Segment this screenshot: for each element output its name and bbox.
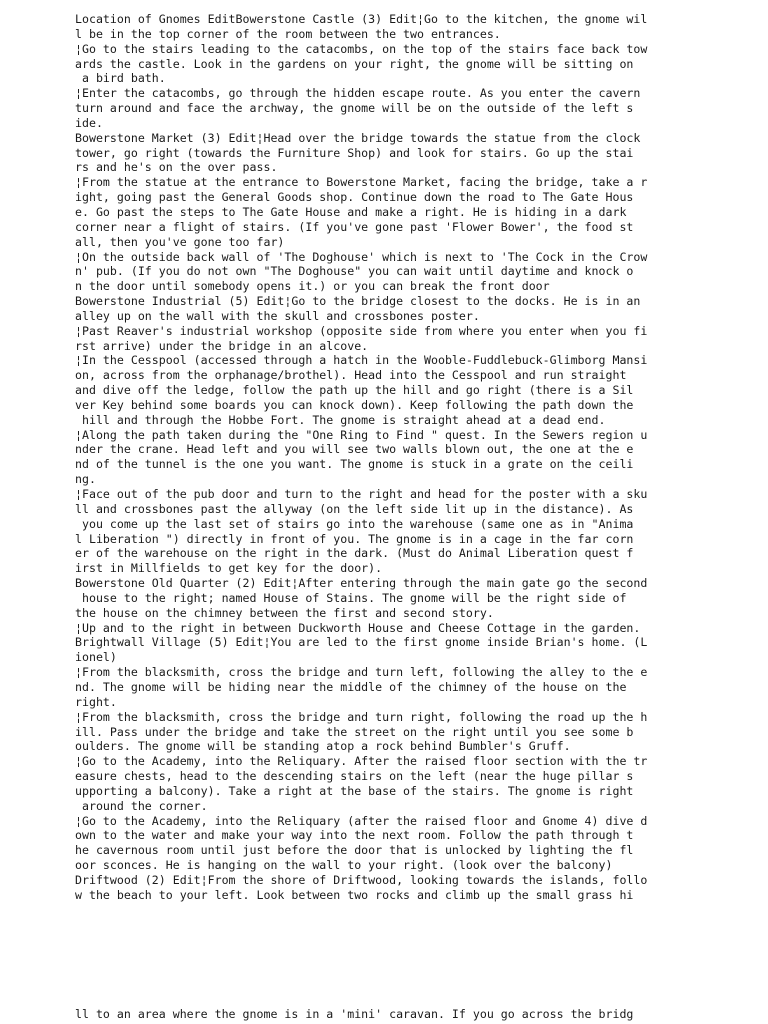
- text-line: ide.: [75, 115, 103, 130]
- text-line: nd of the tunnel is the one you want. The gnome is stuck in a grate on the ceili: [75, 457, 634, 472]
- text-line: tower, go right (towards the Furniture Shop) and look for stairs. Go up the stai: [75, 145, 634, 160]
- text-line: corner near a flight of stairs. (If you've gone past 'Flower Bower', the food st: [75, 219, 634, 234]
- text-line: nd. The gnome will be hiding near the middle of the chimney of the house on the: [75, 679, 627, 694]
- text-line: turn around and face the archway, the gnome will be on the outside of the left s: [75, 101, 634, 116]
- text-line: oor sconces. He is hanging on the wall to your right. (look over the balcony): [75, 858, 613, 873]
- document-tail-line: ll to an area where the gnome is in a 'mini' caravan. If you go across the bridg: [75, 1007, 634, 1021]
- text-line: ¦Go to the stairs leading to the catacombs, on the top of the stairs face back tow: [75, 41, 648, 56]
- text-line: ill. Pass under the bridge and take the street on the right until you see some b: [75, 724, 634, 739]
- text-line: alley up on the wall with the skull and crossbones poster.: [75, 308, 480, 323]
- text-line: ¦Go to the Academy, into the Reliquary. After the raised floor section with the tr: [75, 754, 648, 769]
- text-line: ¦Go to the Academy, into the Reliquary (after the raised floor and Gnome 4) dive d: [75, 813, 648, 828]
- text-line: a bird bath.: [75, 71, 166, 86]
- text-line: ll and crossbones past the allyway (on the left side lit up in the distance). As: [75, 501, 634, 516]
- text-line: oulders. The gnome will be standing atop a rock behind Bumbler's Gruff.: [75, 739, 571, 754]
- text-line: er of the warehouse on the right in the dark. (Must do Animal Liberation quest f: [75, 546, 634, 561]
- text-line: Brightwall Village (5) Edit¦You are led to the first gnome inside Brian's home. (L: [75, 635, 648, 650]
- text-line: ¦On the outside back wall of 'The Doghouse' which is next to 'The Cock in the Crow: [75, 249, 648, 264]
- text-line: on, across from the orphanage/brothel). Head into the Cesspool and run straight: [75, 368, 627, 383]
- text-line: ¦Along the path taken during the "One Ring to Find " quest. In the Sewers region u: [75, 427, 648, 442]
- text-line: irst in Millfields to get key for the door).: [75, 561, 383, 576]
- text-line: he cavernous room until just before the door that is unlocked by lighting the fl: [75, 843, 634, 858]
- text-line: rst arrive) under the bridge in an alcove.: [75, 338, 369, 353]
- text-line: Location of Gnomes EditBowerstone Castle (3) Edit¦Go to the kitchen, the gnome wil: [75, 12, 648, 26]
- text-line: own to the water and make your way into the next room. Follow the path through t: [75, 828, 634, 843]
- text-line: ards the castle. Look in the gardens on your right, the gnome will be sitting on: [75, 56, 634, 71]
- text-line: ¦Face out of the pub door and turn to the right and head for the poster with a sku: [75, 487, 648, 501]
- text-line: ionel): [75, 650, 117, 665]
- text-line: n' pub. (If you do not own "The Doghouse" you can wait until daytime and knock o: [75, 264, 634, 279]
- text-line: Bowerstone Old Quarter (2) Edit¦After entering through the main gate go the second: [75, 576, 648, 591]
- text-line: e. Go past the steps to The Gate House and make a right. He is hiding in a dark: [75, 204, 627, 219]
- text-line: ¦From the blacksmith, cross the bridge and turn right, following the road up the h: [75, 709, 648, 724]
- text-line: rs and he's on the over pass.: [75, 160, 278, 175]
- text-line: house to the right; named House of Stains. The gnome will be the right side of: [75, 590, 627, 605]
- text-line: ¦Enter the catacombs, go through the hidden escape route. As you enter the cavern: [75, 86, 641, 101]
- text-line: hill and through the Hobbe Fort. The gnome is straight ahead at a dead end.: [75, 412, 606, 427]
- text-line: nder the crane. Head left and you will see two walls blown out, the one at the e: [75, 442, 634, 457]
- text-line: n the door until somebody opens it.) or you can break the front door: [75, 279, 550, 294]
- text-line: and dive off the ledge, follow the path up the hill and go right (there is a Sil: [75, 383, 634, 398]
- text-line: w the beach to your left. Look between two rocks and climb up the small grass hi: [75, 887, 634, 902]
- text-line: ¦From the blacksmith, cross the bridge and turn left, following the alley to the e: [75, 665, 648, 680]
- text-line: upporting a balcony). Take a right at the base of the stairs. The gnome is right: [75, 783, 634, 798]
- text-line: ¦Past Reaver's industrial workshop (opposite side from where you enter when you fi: [75, 323, 648, 338]
- document-body: [75, 12, 768, 903]
- text-line: Bowerstone Industrial (5) Edit¦Go to the bridge closest to the docks. He is in an: [75, 294, 641, 309]
- text-line: right.: [75, 694, 117, 709]
- text-line: Bowerstone Market (3) Edit¦Head over the bridge towards the statue from the clock: [75, 130, 641, 145]
- text-line: all, then you've gone too far): [75, 234, 285, 249]
- text-line: the house on the chimney between the first and second story.: [75, 605, 494, 620]
- text-line: ver Key behind some boards you can knock down). Keep following the path down the: [75, 397, 634, 412]
- text-line: ight, going past the General Goods shop. Continue down the road to The Gate Hous: [75, 190, 634, 205]
- text-line: ¦In the Cesspool (accessed through a hatch in the Wooble-Fuddlebuck-Glimborg Mansi: [75, 353, 648, 368]
- document-page: [75, 12, 768, 1024]
- text-line: ¦Up and to the right in between Duckworth House and Cheese Cottage in the garden.: [75, 620, 641, 635]
- text-line: you come up the last set of stairs go into the warehouse (same one as in "Anima: [75, 516, 634, 531]
- text-line: ¦From the statue at the entrance to Bowerstone Market, facing the bridge, take a r: [75, 175, 648, 190]
- text-line: easure chests, head to the descending stairs on the left (near the huge pillar s: [75, 769, 634, 784]
- text-line: l be in the top corner of the room between the two entrances.: [75, 26, 501, 41]
- text-line: ng.: [75, 472, 96, 487]
- text-line: around the corner.: [75, 798, 208, 813]
- text-line: l Liberation ") directly in front of you. The gnome is in a cage in the far corn: [75, 531, 634, 546]
- text-line: Driftwood (2) Edit¦From the shore of Driftwood, looking towards the islands, follo: [75, 872, 648, 887]
